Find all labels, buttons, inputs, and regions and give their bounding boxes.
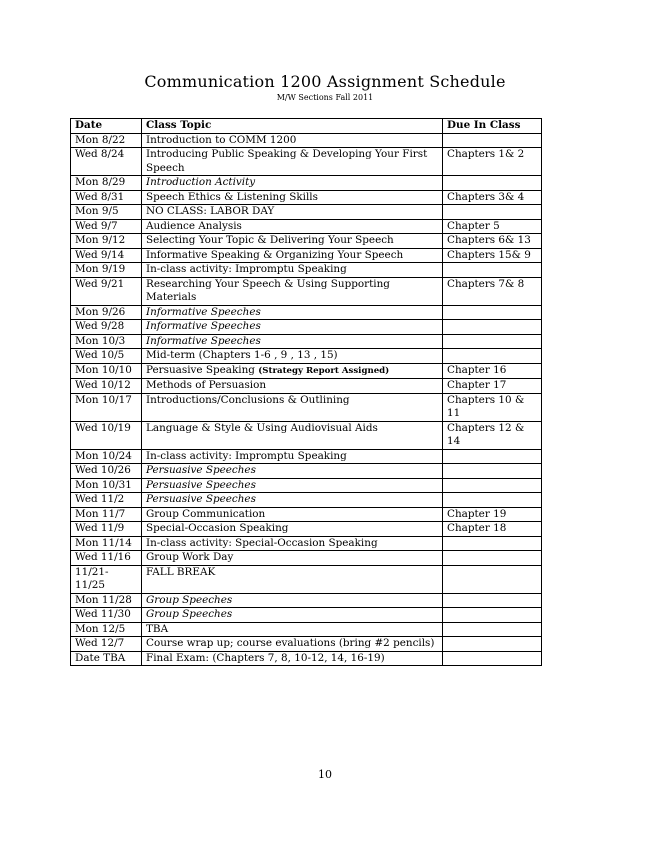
date-cell: Mon 10/17 (71, 393, 142, 421)
topic-cell: Special-Occasion Speaking (142, 522, 443, 537)
topic-cell: In-class activity: Impromptu Speaking (142, 449, 443, 464)
due-cell: Chapters 12 & 14 (443, 421, 542, 449)
topic-cell: Methods of Persuasion (142, 379, 443, 394)
date-cell: Wed 9/14 (71, 248, 142, 263)
column-header-topic: Class Topic (142, 119, 443, 134)
due-cell (443, 493, 542, 508)
date-cell: Mon 9/5 (71, 205, 142, 220)
due-cell (443, 205, 542, 220)
date-cell: Mon 12/5 (71, 622, 142, 637)
date-cell: Mon 9/12 (71, 234, 142, 249)
topic-note: (Strategy Report Assigned) (258, 365, 390, 376)
topic-cell: Informative Speeches (142, 334, 443, 349)
table-row (71, 551, 542, 566)
topic-cell: Persuasive Speeches (142, 493, 443, 508)
table-row (71, 219, 542, 234)
date-cell: Mon 10/24 (71, 449, 142, 464)
due-cell (443, 651, 542, 666)
page-title: Communication 1200 Assignment Schedule (144, 72, 506, 91)
date-cell: Wed 9/7 (71, 219, 142, 234)
column-header-due: Due In Class (443, 119, 542, 134)
table-row (71, 176, 542, 191)
table-row (71, 507, 542, 522)
column-header-date: Date (71, 119, 142, 134)
topic-cell: Introduction to COMM 1200 (142, 133, 443, 148)
due-cell (443, 593, 542, 608)
table-row (71, 421, 542, 449)
date-cell: Mon 11/28 (71, 593, 142, 608)
topic-cell: Informative Speeches (142, 305, 443, 320)
due-cell: Chapter 5 (443, 219, 542, 234)
topic-cell: Introduction Activity (142, 176, 443, 191)
due-cell (443, 320, 542, 335)
table-row (71, 593, 542, 608)
date-cell: Mon 10/3 (71, 334, 142, 349)
date-cell: Wed 9/21 (71, 277, 142, 305)
date-cell: Mon 10/10 (71, 363, 142, 379)
date-cell: Mon 11/14 (71, 536, 142, 551)
topic-text: Persuasive Speaking (146, 363, 255, 376)
topic-cell: Informative Speeches (142, 320, 443, 335)
date-cell: Mon 9/19 (71, 263, 142, 278)
date-cell: Mon 8/22 (71, 133, 142, 148)
date-cell: Wed 8/31 (71, 190, 142, 205)
table-row (71, 536, 542, 551)
due-cell (443, 551, 542, 566)
topic-cell: FALL BREAK (142, 565, 443, 593)
table-row (71, 349, 542, 364)
due-cell (443, 263, 542, 278)
date-cell: Date TBA (71, 651, 142, 666)
due-cell (443, 334, 542, 349)
table-row (71, 651, 542, 666)
table-row (71, 363, 542, 379)
topic-cell: Group Speeches (142, 593, 443, 608)
date-cell: Wed 9/28 (71, 320, 142, 335)
table-row (71, 263, 542, 278)
due-cell (443, 133, 542, 148)
date-cell: Wed 10/5 (71, 349, 142, 364)
due-cell: Chapters 15& 9 (443, 248, 542, 263)
topic-cell: Persuasive Speeches (142, 464, 443, 479)
due-cell: Chapters 10 & 11 (443, 393, 542, 421)
date-cell: Wed 11/30 (71, 608, 142, 623)
table-row (71, 464, 542, 479)
date-cell: Wed 10/26 (71, 464, 142, 479)
topic-cell: Selecting Your Topic & Delivering Your Speech (142, 234, 443, 249)
topic-cell: Persuasive Speeches (142, 478, 443, 493)
table-row (71, 493, 542, 508)
topic-cell: Group Work Day (142, 551, 443, 566)
due-cell (443, 464, 542, 479)
topic-cell: Language & Style & Using Audiovisual Aids (142, 421, 443, 449)
table-row (71, 320, 542, 335)
schedule-table (70, 118, 542, 666)
topic-cell: Final Exam: (Chapters 7, 8, 10-12, 14, 16-19) (142, 651, 443, 666)
table-row (71, 305, 542, 320)
due-cell (443, 637, 542, 652)
page-number: 10 (318, 768, 332, 781)
table-row (71, 379, 542, 394)
table-row (71, 248, 542, 263)
due-cell: Chapter 16 (443, 363, 542, 379)
topic-cell: Group Speeches (142, 608, 443, 623)
topic-cell: In-class activity: Special-Occasion Speaking (142, 536, 443, 551)
due-cell (443, 608, 542, 623)
date-cell: Mon 9/26 (71, 305, 142, 320)
table-row (71, 622, 542, 637)
table-row (71, 522, 542, 537)
due-cell (443, 305, 542, 320)
table-row (71, 133, 542, 148)
topic-cell: NO CLASS: LABOR DAY (142, 205, 443, 220)
due-cell: Chapter 19 (443, 507, 542, 522)
due-cell: Chapters 1& 2 (443, 148, 542, 176)
table-row (71, 190, 542, 205)
table-row (71, 334, 542, 349)
date-cell: Wed 11/2 (71, 493, 142, 508)
topic-cell: Group Communication (142, 507, 443, 522)
table-row (71, 277, 542, 305)
table-row (71, 478, 542, 493)
due-cell (443, 349, 542, 364)
topic-cell: TBA (142, 622, 443, 637)
table-row (71, 393, 542, 421)
date-cell: Wed 11/9 (71, 522, 142, 537)
table-row (71, 637, 542, 652)
page-subtitle: M/W Sections Fall 2011 (276, 93, 374, 102)
due-cell (443, 449, 542, 464)
topic-cell (142, 363, 443, 379)
due-cell (443, 478, 542, 493)
date-cell: Mon 10/31 (71, 478, 142, 493)
date-cell: Wed 12/7 (71, 637, 142, 652)
topic-cell: In-class activity: Impromptu Speaking (142, 263, 443, 278)
due-cell (443, 176, 542, 191)
date-cell: 11/21-11/25 (71, 565, 142, 593)
table-row (71, 608, 542, 623)
topic-cell: Introductions/Conclusions & Outlining (142, 393, 443, 421)
due-cell: Chapter 17 (443, 379, 542, 394)
table-header-row (71, 119, 542, 134)
date-cell: Wed 10/12 (71, 379, 142, 394)
topic-cell: Course wrap up; course evaluations (bring #2 pencils) (142, 637, 443, 652)
table-row (71, 234, 542, 249)
date-cell: Wed 11/16 (71, 551, 142, 566)
due-cell: Chapter 18 (443, 522, 542, 537)
date-cell: Mon 11/7 (71, 507, 142, 522)
topic-cell: Speech Ethics & Listening Skills (142, 190, 443, 205)
topic-cell: Informative Speaking & Organizing Your Speech (142, 248, 443, 263)
table-row (71, 565, 542, 593)
table-row (71, 449, 542, 464)
date-cell: Wed 8/24 (71, 148, 142, 176)
topic-cell: Audience Analysis (142, 219, 443, 234)
table-row (71, 205, 542, 220)
due-cell (443, 565, 542, 593)
topic-cell: Introducing Public Speaking & Developing Your First Speech (142, 148, 443, 176)
due-cell: Chapters 3& 4 (443, 190, 542, 205)
topic-cell: Researching Your Speech & Using Supporting Materials (142, 277, 443, 305)
due-cell (443, 536, 542, 551)
table-row (71, 148, 542, 176)
due-cell (443, 622, 542, 637)
date-cell: Mon 8/29 (71, 176, 142, 191)
date-cell: Wed 10/19 (71, 421, 142, 449)
due-cell: Chapters 7& 8 (443, 277, 542, 305)
topic-cell: Mid-term (Chapters 1-6 , 9 , 13 , 15) (142, 349, 443, 364)
due-cell: Chapters 6& 13 (443, 234, 542, 249)
